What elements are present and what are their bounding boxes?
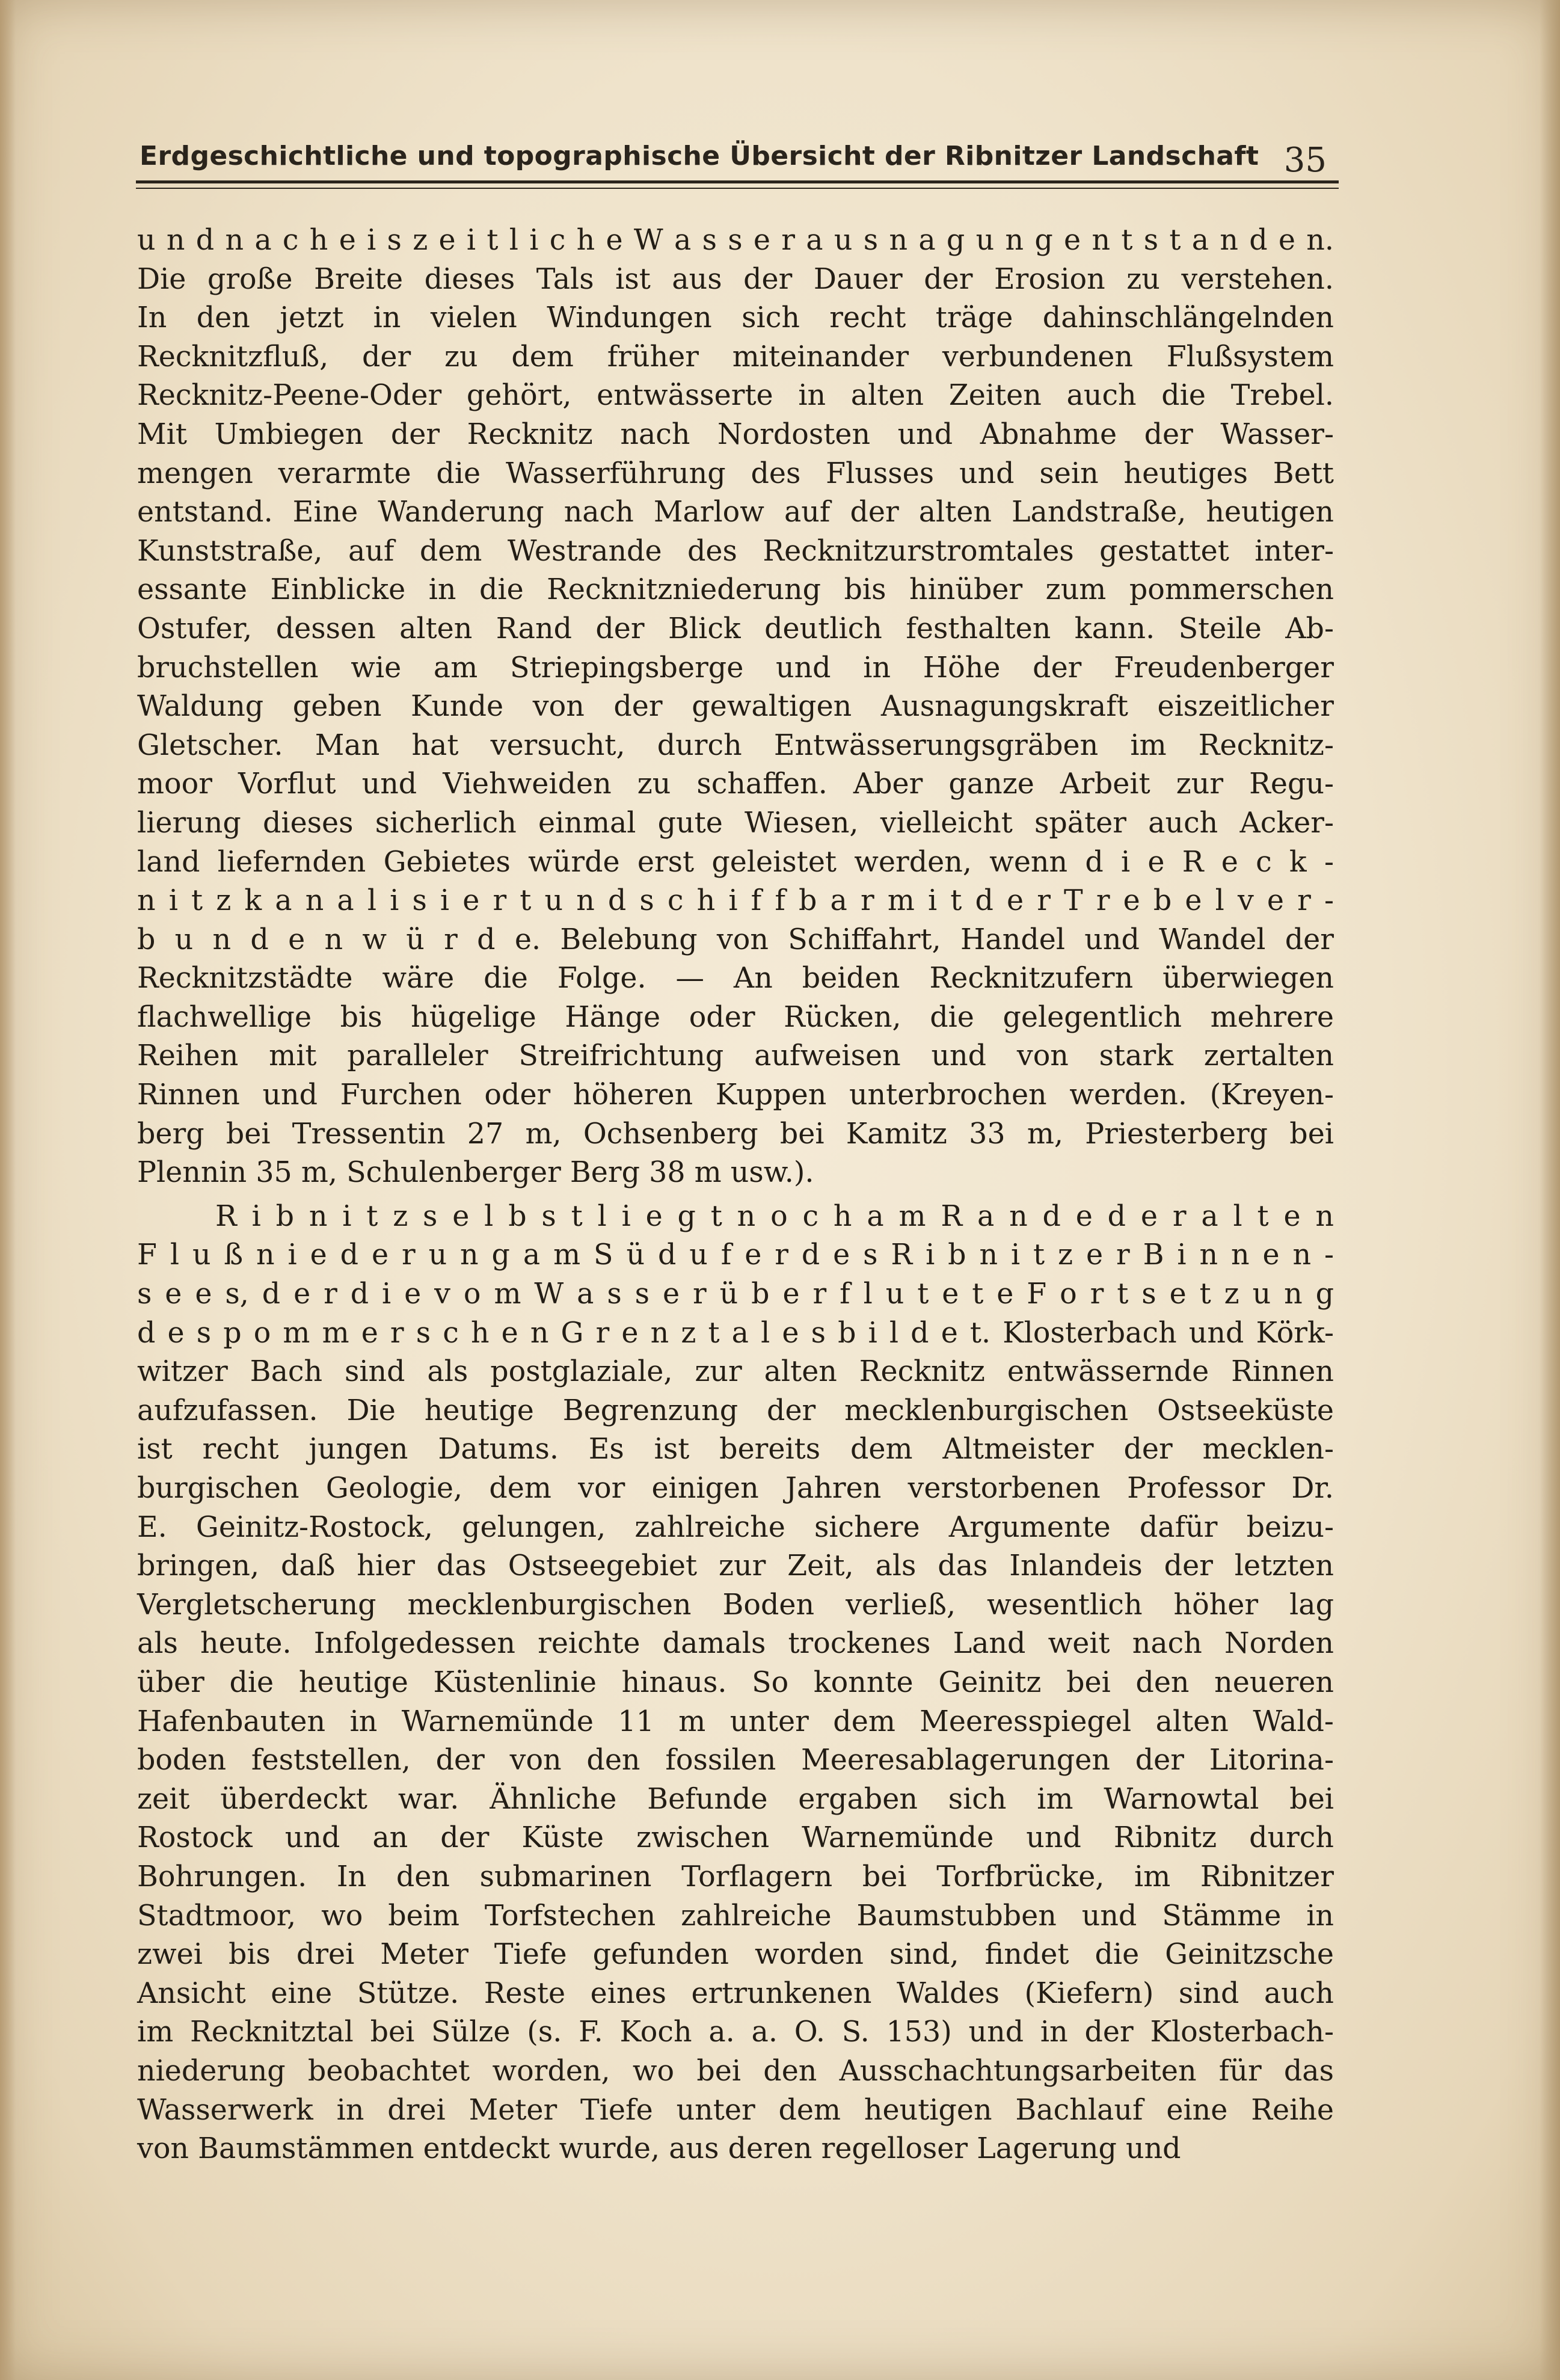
text-line: als heute. Infolgedessen reichte damals trockenes Land weit nach Norden [137,1627,1334,1661]
header-rule-thick [136,180,1339,183]
text-line: R i b n i t z s e l b s t l i e g t n o c h a m R a n d e d e r a l t e n [215,1199,1334,1233]
page-number: 35 [1283,141,1327,180]
text-line: mengen verarmte die Wasserführung des Flusses und sein heutiges Bett [137,457,1334,490]
running-head: Erdgeschichtliche und topographische Übersicht der Ribnitzer Landschaft [140,141,1259,171]
text-line: d e s p o m m e r s c h e n G r e n z t a l e s b i l d e t. Klosterbach und Körk- [137,1316,1334,1350]
text-line: boden feststellen, der von den fossilen Meeresablagerungen der Litorina- [137,1744,1334,1777]
header-rule-thin [136,188,1339,189]
text-line: Stadtmoor, wo beim Torfstechen zahlreiche Baumstubben und Stämme in [137,1899,1334,1933]
text-line: In den jetzt in vielen Windungen sich recht träge dahinschlängelnden [137,301,1334,335]
text-line: bruchstellen wie am Striepingsberge und in Höhe der Freudenberger [137,651,1334,684]
text-line: niederung beobachtet worden, wo bei den Ausschachtungsarbeiten für das [137,2054,1334,2088]
text-line: Rostock und an der Küste zwischen Warnemünde und Ribnitz durch [137,1821,1334,1855]
text-line: b u n d e n w ü r d e. Belebung von Schiffahrt, Handel und Wandel der [137,923,1334,956]
text-line: ist recht jungen Datums. Es ist bereits dem Altmeister der mecklen- [137,1433,1334,1466]
text-line: berg bei Tressentin 27 m, Ochsenberg bei Kamitz 33 m, Priesterberg bei [137,1117,1334,1151]
text-line: n i t z k a n a l i s i e r t u n d s c h i f f b a r m i t d e r T r e b e l v e r - [137,884,1334,918]
paragraph-gap [137,1193,1334,1198]
text-line: Recknitzfluß, der zu dem früher miteinander verbundenen Flußsystem [137,340,1334,374]
text-line: Recknitz-Peene-Oder gehört, entwässerte in alten Zeiten auch die Trebel. [137,379,1334,413]
text-line: Recknitzstädte wäre die Folge. — An beiden Recknitzufern überwiegen [137,962,1334,995]
text-line: burgischen Geologie, dem vor einigen Jahren verstorbenen Professor Dr. [137,1472,1334,1505]
text-line: u n d n a c h e i s z e i t l i c h e W a s s e r a u s n a g u n g e n t s t a n d e n. [137,224,1334,257]
text-line: land liefernden Gebietes würde erst geleistet werden, wenn d i e R e c k - [137,845,1334,879]
text-line: zwei bis drei Meter Tiefe gefunden worden sind, findet die Geinitzsche [137,1938,1334,1972]
text-line: zeit überdeckt war. Ähnliche Befunde ergaben sich im Warnowtal bei [137,1782,1334,1816]
text-line: Hafenbauten in Warnemünde 11 m unter dem Meeresspiegel alten Wald- [137,1705,1334,1738]
text-line: Gletscher. Man hat versucht, durch Entwässerungsgräben im Recknitz- [137,728,1334,762]
text-line: Reihen mit paralleler Streifrichtung aufweisen und von stark zertalten [137,1039,1334,1073]
text-line: Ansicht eine Stütze. Reste eines ertrunkenen Waldes (Kiefern) sind auch [137,1976,1334,2010]
text-line: Waldung geben Kunde von der gewaltigen Ausnagungskraft eiszeitlicher [137,690,1334,724]
text-line: aufzufassen. Die heutige Begrenzung der mecklenburgischen Ostseeküste [137,1394,1334,1427]
text-line: F l u ß n i e d e r u n g a m S ü d u f e r d e s R i b n i t z e r B i n n e n - [137,1238,1334,1272]
text-line: im Recknitztal bei Sülze (s. F. Koch a. a. O. S. 153) und in der Klosterbach- [137,2016,1334,2049]
text-line: entstand. Eine Wanderung nach Marlow auf der alten Landstraße, heutigen [137,496,1334,529]
text-line: über die heutige Küstenlinie hinaus. So konnte Geinitz bei den neueren [137,1665,1334,1699]
text-line: von Baumstämmen entdeckt wurde, aus deren regelloser Lagerung und [137,2132,1181,2166]
text-line: Wasserwerk in drei Meter Tiefe unter dem heutigen Bachlauf eine Reihe [137,2093,1334,2127]
paragraph-1 [137,221,1334,1193]
text-line: Mit Umbiegen der Recknitz nach Nordosten und Abnahme der Wasser- [137,417,1334,451]
text-line: Vergletscherung mecklenburgischen Boden verließ, wesentlich höher lag [137,1588,1334,1622]
text-line: Kunststraße, auf dem Westrande des Recknitzurstromtales gestattet inter- [137,534,1334,568]
text-line: bringen, daß hier das Ostseegebiet zur Zeit, als das Inlandeis der letzten [137,1549,1334,1583]
text-line: E. Geinitz-Rostock, gelungen, zahlreiche sichere Argumente dafür beizu- [137,1510,1334,1544]
text-line: witzer Bach sind als postglaziale, zur alten Recknitz entwässernde Rinnen [137,1355,1334,1389]
text-line: Plennin 35 m, Schulenberger Berg 38 m usw.). [137,1156,814,1190]
text-line: flachwellige bis hügelige Hänge oder Rücken, die gelegentlich mehrere [137,1000,1334,1034]
text-line: moor Vorflut und Viehweiden zu schaffen. Aber ganze Arbeit zur Regu- [137,767,1334,801]
text-line: Die große Breite dieses Tals ist aus der Dauer der Erosion zu verstehen. [137,262,1334,296]
page-edge-right [1540,0,1560,2380]
page-edge-left [0,0,16,2380]
text-line: s e e s, d e r d i e v o m W a s s e r ü b e r f l u t e t e F o r t s e t z u n g [137,1278,1334,1311]
paragraph-2 [137,1198,1334,2169]
text-line: lierung dieses sicherlich einmal gute Wiesen, vielleicht später auch Acker- [137,806,1334,840]
text-line: essante Einblicke in die Recknitzniederung bis hinüber zum pommerschen [137,573,1334,607]
body-text [137,221,1334,2169]
page-header [136,136,1339,178]
text-line: Ostufer, dessen alten Rand der Blick deutlich festhalten kann. Steile Ab- [137,612,1334,645]
text-line: Rinnen und Furchen oder höheren Kuppen unterbrochen werden. (Kreyen- [137,1078,1334,1112]
text-line: Bohrungen. In den submarinen Torflagern bei Torfbrücke, im Ribnitzer [137,1860,1334,1893]
